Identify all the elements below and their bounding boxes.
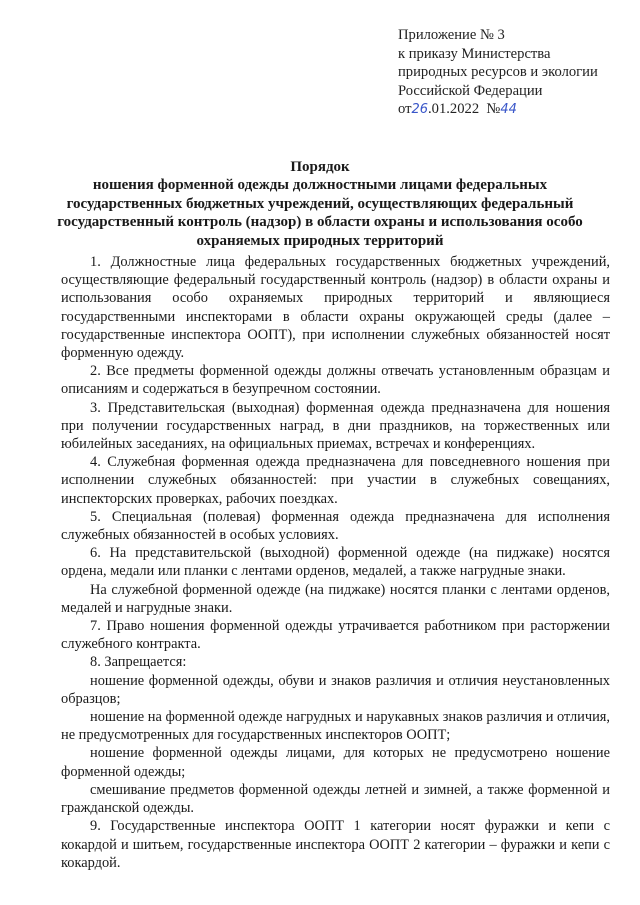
paragraph: ношение форменной одежды, обуви и знаков различия и отличия неустановленных образцов; (61, 672, 610, 707)
paragraph: 9. Государственные инспектора ООПТ 1 категории носят фуражки и кепи с кокардой и шитьем, государственные инспектора ООПТ 2 категории – фуражки и кепи с кокардой. (61, 818, 610, 871)
paragraph: 5. Специальная (полевая) форменная одежда предназначена для исполнения служебных обязанностей в особых условиях. (61, 508, 610, 544)
paragraph: смешивание предметов форменной одежды летней и зимней, а также форменной и гражданской одежды. (61, 781, 610, 817)
paragraph: 8. Запрещается: (90, 654, 187, 671)
approval-line: Приложение № 3 (398, 27, 505, 43)
handwritten-day: 26 (411, 102, 429, 118)
title-line: охраняемых природных территорий (196, 232, 444, 249)
document-body (61, 253, 610, 872)
title-line: государственных бюджетных учреждений, осуществляющих федеральный (66, 195, 574, 212)
approval-line: к приказу Министерства (398, 45, 551, 62)
paragraph: ношение форменной одежды лицами, для которых не предусмотрено ношение форменной одежды; (61, 745, 610, 780)
date-prefix: от (398, 101, 412, 118)
paragraph: На служебной форменной одежде (на пиджаке) носятся планки с лентами орденов, медалей и нагрудные знаки. (61, 581, 610, 616)
approval-line: природных ресурсов и экологии (398, 64, 598, 81)
document-title (40, 158, 600, 250)
paragraph: 7. Право ношения форменной одежды утрачивается работником при расторжении служебного контракта. (61, 618, 610, 653)
date-rest: .01.2022 (428, 101, 480, 118)
paragraph: 4. Служебная форменная одежда предназначена для повседневного ношения при исполнении служебных обязанностей: при участии в служебных совещаниях, инспекторских проверках, рабочих поездках. (61, 454, 610, 507)
approval-date-line (398, 100, 598, 120)
title-line: Порядок (290, 159, 350, 175)
paragraph: 2. Все предметы форменной одежды должны отвечать установленным образцам и описаниям и содержаться в безупречном состоянии. (61, 363, 610, 398)
paragraph: ношение на форменной одежде нагрудных и нарукавных знаков различия и отличия, не предусмотренных для государственных инспекторов ООПТ; (61, 709, 610, 744)
number-prefix: № (486, 101, 501, 118)
title-line: ношения форменной одежды должностными лицами федеральных (92, 177, 548, 194)
approval-line: Российской Федерации (398, 82, 543, 99)
handwritten-number: 44 (500, 102, 517, 118)
paragraph: 3. Представительская (выходная) форменная одежда предназначена для ношения при получении государственных наград, в дни праздников, на торжественных или юбилейных заседаниях, на официальных приемах, встречах и конференциях. (61, 399, 610, 453)
paragraph: 1. Должностные лица федеральных государственных бюджетных учреждений, осуществляющие федеральный государственный контроль (надзор) в области охраны и использования особо охраняемых природных территорий и являющиеся государственными инспекторами в области охраны окружающей среды (далее – государственные инспектора ООПТ), при исполнении служебных обязанностей носят форменную одежду. (61, 254, 610, 362)
approval-block (398, 26, 598, 120)
paragraph: 6. На представительской (выходной) форменной одежде (на пиджаке) носятся ордена, медали или планки с лентами орденов, медалей, а также нагрудные знаки. (61, 545, 610, 580)
title-line: государственный контроль (надзор) в области охраны и использования особо (57, 214, 583, 231)
